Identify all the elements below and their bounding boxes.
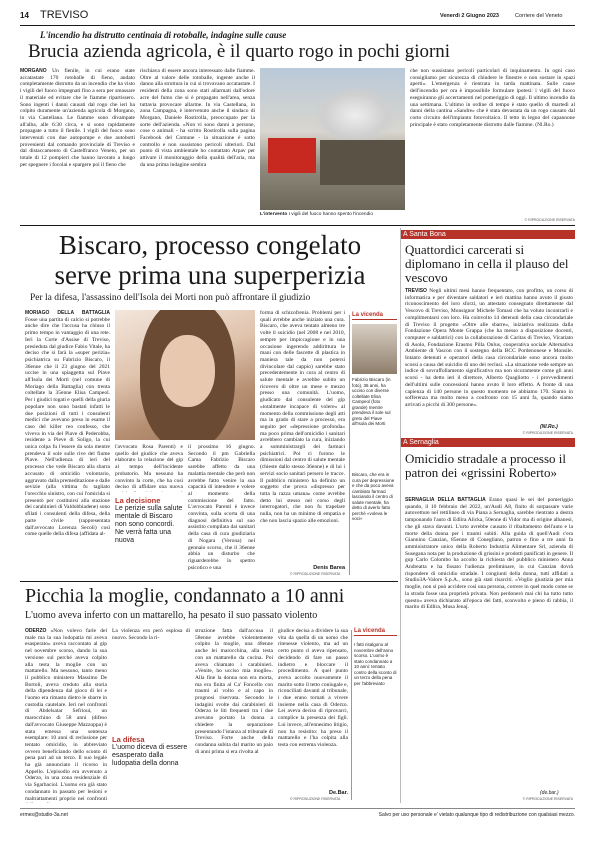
oderzo-sidebar-divider [351,630,352,800]
newspaper-name: Corriere del Veneto [515,13,563,19]
article-fire-kicker: L'incendio ha distrutto centinaia di rotoballe, indagine sulle cause [40,30,287,40]
fire-photo-caption: L'intervento I vigili del fuoco hanno spento l'incendio [260,212,373,217]
article-oderzo-col3: struzione fatta dall'accusa il 58enne avrebbe violentemente colpito la moglie, una 48enne anche lei marocchina, alla testa con un mattarello da cucina. Poi aveva chiamato i carabinieri. «Venite, ho ucciso mia moglie». Alla fine la donna non era morta, ma era finita al Ca' Foncello con traumi al volto e al capo in prognosi riservata. Secondo le indagini svolte dai carabinieri di Oderzo le liti frequenti tra i due avevano portato la donna a chiedere la separazione presentando l'istanza al tribunale di Treviso. Forte anche della condanna subita dal marito un paio di anni prima si era rivolta al [195,628,273,755]
defense-text: L'uomo diceva di essere esasperato dalla ludopatia della donna [112,744,188,767]
article-fire-col1: MORGANO Un fienile, in cui erano state accatastate 170 rotoballe di fieno, andato completamente distrutto da un incendio che ha visto i vigili del fuoco impegnati fino a sera per smassare il materiale ed evitare che le fiamme ripartissero. Sono ingenti i danni causati dal rogo che ieri ha colpito duramente un'azienda agricola di Morgano, in via Castellana. Le fiamme sono divampate all'alba, alle 6:30 circa, e si sono rapidamente propagate a tutto il fienile. I vigili del fuoco sono intervenuti con due autopompe e due autobotti provenienti dal comando provinciale di Treviso e dal distaccamento di Castelfranco Veneto, per un totale di 12 pompieri che hanno lavorato a lungo per spegnere i focolai e spargere poi il fieno che [20,68,135,168]
article-sernaglia-byline: (de.bar.) [540,790,559,796]
article-biscaro-byline: Denis Barea [313,565,345,571]
article-oderzo-col2-top: La violenza era però esplosa di nuovo. Secondo la ri- [112,628,190,641]
fire-truck [268,138,316,173]
sidebar-item-1: Fabrizio Biscaro (in foto), 36 anni, ha ucciso con diverse coltellate Elisa Campeol (foto grande) mentre prendeva il sole sul greto del Piave all'Isola dei Morti [352,377,391,426]
article-sernaglia-body: SERNAGLIA DELLA BATTAGLIA Erano quasi le sei del pomeriggio quando, il 10 febbraio del 2022, un'Audi A8, finito di sorpassare varie autovetture nel rettilineo di via Piana a Sernaglia, sarebbe rientrato a destra tamponando l'auto di Edlira Alicka, 50enne di Vidor ma di origine albanesi, che gli stava davanti. L'urto avrebbe causato il ribaltamento dell'auto e la morte della donna per i traumi subiti. Alla guida di quell'Audi c'era Giannino Canzian, 85enne di Conegliano, patron e fino a tre anni fa amministratore unico della Roberto Industria Alimentare Srl, azienda di Susegana nota per la produzione di grissini e prodotti panificati in genere. Il gup Carlo Colombo ha accolto la richiesta del pubblico ministero Anna Andreatta e ha fissato l'udienza preliminare, in cui Canzian dovrà rispondere di omicidio stradale. I congiunti della donna, tutti affidati a Studio3A-Valore S.p.A., sono già stati risarciti. «Voglio giustizia per mia moglie, non si può accidere così una persona, correre in quel modo come se la strada fosse una proprietà privata. Non perdonerò mai chi ha tutto tutto questo» aveva dichiarato all'epoca dei fatti, sconvolto e pieno di rabbia, il marito di Edlira, Musa Jenaj. [405,497,573,611]
section-name: TREVISO [40,9,89,21]
header-rule [20,25,575,26]
article-biscaro-col1: MORIAGO DELLA BATTAGLIA Fosse una partita di calcio si potrebbe anche dire che l'accusa ha chiuso il primo tempo in vantaggio di una rete. Ieri la Corte d'Assise di Treviso, presieduta dal giudice Fabio Vitale, ha deciso che si farà la «super perizia» psichiatrica su Fabrizio Biscaro, il 36enne che il 23 giugno del 2021 uccise in una spiaggetta sul Piave all'Isola dei Morti (nel comune di Moriago della Battaglia) con trenta coltellate la 35enne Elisa Campeol. Per i giudici togati e quelli della giuria popolare non sono bastati infatti le due posizioni di tutti i consulenti medici che avevano preso in esame il caso del killer reo confesso, che viveva in via del Piave di Pederobba, residente a Pieve di Soligo, la cui unica colpa fu l'essere da sola mentre prendeva il sole sulle rive del fiume Piave. Nell'udienza di ieri del processo che vede Biscaro alla sbarra accusato di omicidio volontario, aggravato dalla premeditazione e dalle sevizie (alla vittima fu tagliato l'orecchio sinistro, con cui l'omicida si presentò per costituirsi alla stazione dei carabinieri di Valdobbiadene) sono sfilati i consulenti della difesa, della parte civile (rappresentata dall'avvocato Lorenza Secoli) così come quelle della difesa (affidata al- [25,310,110,538]
santa-bona-label: A Santa Bona [400,230,575,239]
article-sernaglia-headline: Omicidio stradale a processo il patron dei «grissini Roberto» [405,451,567,480]
article-biscaro-subhead: Per la difesa, l'assassino dell'Isola dei Morti non può affrontare il giudizio [30,293,311,303]
page-number: 14 [20,11,29,20]
fire-photo [260,68,405,210]
smoke [315,88,395,143]
sidebar-item-2: Biscaro, che era in cura per depressione e che da poco aveva cambiato farmaci lasciando il centro di salute mentale, ha detto di averlo fatto perché «voleva le voci» [352,472,395,521]
decision-box [115,496,183,545]
sidebar-title: La vicenda [352,312,397,320]
article-biscaro-col2-top: l'avvocato Rosa Parenti) e quello del giudice che aveva elaborato la relazione del gip al tempo dell'incidente probatorio. Ma nessuno ha convinto la corte, che ha così deciso di affidare una nuova [115,444,183,491]
sernaglia-label: A Sernaglia [400,438,575,447]
section-rule-1 [20,225,575,226]
article-biscaro-col3-top: il prossimo 16 giugno. Secondo il pm Gabriella Cama Fabrizio Biscaro sarebbe affetto da una malattia mentale che però non avrebbe fatto venire la sua capacità di intendere e volere al momento della commissione del fatto. L'avvocato Parenti è invece convinta, sulla scorta di una diagnosi definitiva sul suo assistito compilata dai sanitari della casa di cura giudiziaria di Nogara (Verona) nel gennaio scorso, che il 36enne abbia un disturbo che riguarderebbe lo spettro psicotico e una [188,444,255,571]
footer-email: ermes@studio-3a.net [20,812,68,818]
footer-rule [20,808,575,809]
article-sernaglia-copyright: © RIPRODUZIONE RISERVATA [522,797,573,801]
page-header [20,11,575,25]
oderzo-sidebar-title: La vicenda [354,628,397,636]
article-santa-bona-headline: Quattordici carcerati si diplomano in cella il plauso del vescovo [405,242,569,285]
dateline: MORGANO [20,68,47,74]
article-fire-copyright: © RIPRODUZIONE RISERVATA [524,218,575,222]
biscaro-sidebar [352,312,397,521]
oderzo-sidebar [354,628,397,686]
section-rule-2 [20,581,398,582]
article-fire-headline: Brucia azienda agricola, è il quarto rogo in pochi giorni [28,41,451,62]
face [160,335,215,407]
article-oderzo-subhead: L'uomo aveva inferto con un mattarello, ha pesato il suo passato violento [25,610,318,621]
defense-box [112,735,190,768]
article-santa-bona-copyright: © RIPRODUZIONE RISERVATA [522,431,573,435]
article-santa-bona-body: TREVISO Negli ultimi mesi hanno frequentato, con profitto, un corso di informatica e per diventare saldatori e ieri mattina hanno avuto il giusto riconoscimento del loro sforzi, un attestato consegnato direttamente dal Vescovo di Treviso, Monsignor Michele Tomasi che ha voluto incontrarli e complimentarsi con loro. Ha coinvolto 14 detenuti della casa circondariale di Treviso il progetto «Oltre alle sbarre», iniziativa realizzata dalla Fondazione Opera Monte Grappa (che ha messo a disposizione docenti, computer e saldatrici) con la collaborazione di Caritas di Treviso, Vicariato di Asolo, Fondazione Erasmo Pilla Onlus, cooperativa sociale Alternativa Ambiente di Vascon con il sostegno della BCC Pordenonese e Monsile. Intanto detenuti e operatori della casa circondariale sono ancora molto scossi a causa del suicidio di uno dei reclusi. «La situazione vede sempre un indice di sovraffollamento significativo ma non sicuramente come gli anni scorsi - ha detto ieri il direttore, Alberto Quagliotto - i provvedimenti dell'ultimi sulle concessioni hanno avuto il loro effetto. A fronte di una capienza di 140 persone in questo momento ne abbiamo 170. Siamo in sofferenza ma molto meno a confronto con 15 anni fa, quando siamo arrivati a picchi di 300 persone». [405,288,573,408]
article-biscaro-copyright: © RIPRODUZIONE RISERVATA [290,572,341,576]
article-oderzo-copyright: © RIPRODUZIONE RISERVATA [290,797,341,801]
sidebar-divider [349,315,350,575]
article-oderzo-col4: giudice decisa a dividere la sua vita da quella di un uomo che ritenesse violento, ma ad un certo punto ci aveva ripensato, decidendo di fare un passo indietro e bloccare il procedimento. A quel punto aveva accolto nuovamente il marito sotto il tetto coniugale e, riconciliati davanti al tribunale, i due erano tornati a vivere insieme nella casa di Oderzo. Lei aveva deciso di riprovarci, complice la presenza dei figli. Lui invece, all'ennesimo litigio, non ha resistito: ha preso il mattarello e l'ha colpita alla testa con estrema violenza. [278,628,348,748]
barn [320,140,405,185]
footer-notice: Salvo per uso personale e' vietato qualunque tipo di redistribuzione con qualsiasi mezzo. [378,812,575,818]
issue-date: Venerdì 2 Giugno 2023 [440,13,499,19]
defense-title: La difesa [112,735,145,744]
article-biscaro-headline: Biscaro, processo congelato serve prima una superperizia [54,230,366,290]
article-fire-col3: che non sussistano pericoli particolari di inquinamento. In ogni caso consigliamo per sicurezza di chiudere le finestre e non sostare in spazi aperti». L'emergenza è rientrata in tarda mattinata. Sulle cause dell'incendio per ora è impossibile formulare ipotesi: i vigili del fuoco eseguiranno gli accertamenti nel pomeriggio di oggi. Il ultimo incendio da una settimana. L'ultimo in ordine di tempo è stato quello di martedì al danni della cantina «Sandre» che è stata devastata da un rogo causato dal corto circuito dell'impianto fotovoltaico. Il tetto in legno del capannone principale è stato completamente distrutto dalle fiamme. (Nl.Ro.) [410,68,575,128]
article-oderzo-headline: Picchia la moglie, condannato a 10 anni [25,585,345,607]
article-biscaro-col4: forma di schizofrenia. Problemi per i quali avrebbe anche iniziato una cura. Biscaro, che aveva tentato almeno tre volte il suicidio (nel 2008 e nel 2010, sempre per impiccagione e in una occasione ingerendo addirittura le mani con delle fascette di plastica in maniera tale da non potersi divincolare dal cappio) sarebbe stato precedentemente in cura al centro di salute mentale e avrebbe subito un ricovero di oltre un mese e mezzo presso una comunità. L'uomo, giudicato dal consulente del gip «totalmente incapace di volere» al momento della commissione degli atti ma in grado di stare a processo, era seguito per «depressione profonda» ma poco prima dell'omicidio i sanitari avrebbero cambiato la cura, iniziando a somministrargli dei farmaci psichiatrici. Poi ci furono le dimissioni dal centro di salute mentale (chieste dallo stesso 36enne) e di lui i servizi socio sanitari persero le tracce. Il pubblico ministero ha definito un soggetto che prova «dispresso per tutta la razza umana» come avrebbe detto lui stesso nel corso degli interrogatori, che non fu trapelare nulla, non ha un minimo di empatia e che non lascia spazio alle emozioni. [260,310,345,524]
oderzo-sidebar-item-1: I fatti risalgono al novembre dell'anno scorso. L'uomo è stato condannato a 10 anni: tentato contro della sconto di un terzo della pena per l'abbreviato [354,642,397,686]
decision-text: Le perizie sulla salute mentale di Biscaro non sono concordi. Ne verrà fatta una nuova [115,505,183,544]
column-divider-right [400,228,401,803]
article-fire-col2: rischiava di essere ancora interessato dalle fiamme. Oltre al valore delle rotoballe, ingente anche il danno alla struttura in cui si trovavano accatastate. I residenti della zona sono stati allarmati dall'odore acre del fumo che si è propagato nell'area, senza tuttavia provocare allarme. In via Castellana, in zona Campagna, è intervenuto anche il sindaco di Morgano, Daniele Rostirolla, preoccupato per la sorte dell'azienda. «Non vi sono danni a persone, cose o animali - ha scritto Rostirolla sulla pagina Facebook del Comune - la situazione è sotto controllo e non sussistono pericoli ulteriori. Dal punto di vista ambientale ho contattato Arpav per attivare il monitoraggio della qualità dell'aria, ma da una prima indagine sembra [140,68,255,168]
article-santa-bona-byline: (Nl.Ro.) [540,424,558,430]
article-oderzo-byline: De.Bar. [329,790,348,796]
decision-title: La decisione [115,496,161,505]
article-oderzo-col1: ODERZO «Non volevo farle del male ma la sua ludopatia mi aveva esasperato» aveva raccontato al gip nel novembre scorso, dando la sua versione sul perché aveva colpito alla testa la moglie con un mattarello. Ma nessuno, tanto meno il pubblico ministero Massimo De Bortoli, aveva creduto alla storia della dipendenza dal gioco di lei e l'uomo era rimasto dietro le sbarre in custodia cautelare. Ieri nel confronti di Abdelsatar Sefrioui, un marocchino di 58 anni (difeso dall'avvocato Giuseppe Mazzoppa) è stata emessa una sentenza esemplare: 10 anni di reclusione per tentato omicidio, in abbreviato ovvero beneficiando dello sconto di pena pari ad un terzo. Il suo legale ha già annunciato il ricorso in Appello. L'episodio era avvenuto a Oderzo, in una zona residenziale di via Sgarbaciol. L'uomo era già stato condannato in passato per lesioni e maltrattamenti proprio nei confronti [25,628,107,802]
suspect-photo [352,324,397,374]
victim-photo [115,310,255,440]
